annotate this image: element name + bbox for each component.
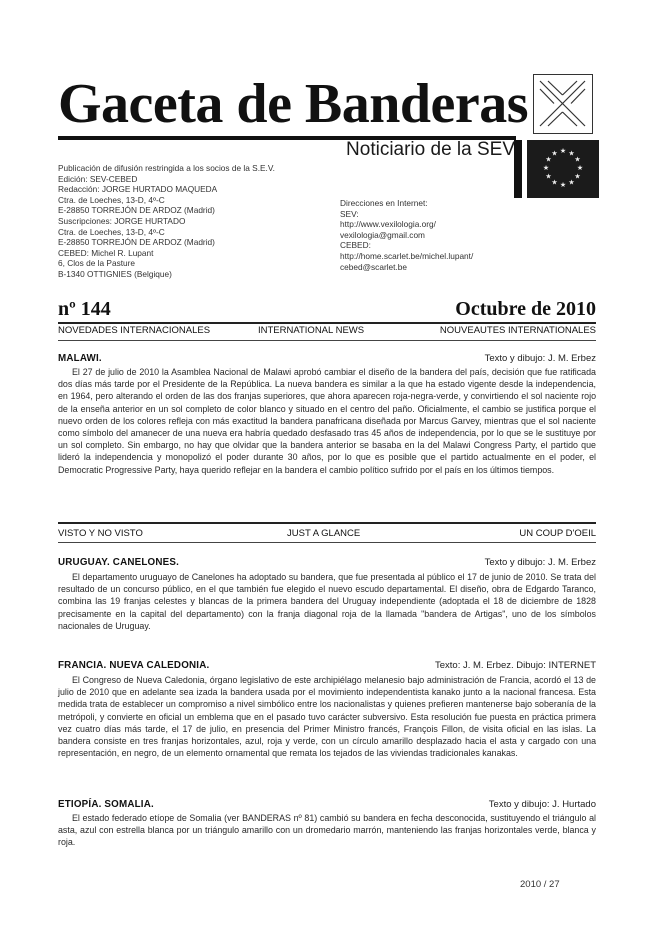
article-header xyxy=(58,557,596,571)
issue-row xyxy=(58,298,596,322)
section-title-en: INTERNATIONAL NEWS xyxy=(258,325,365,336)
svg-text:★: ★ xyxy=(542,164,550,172)
svg-text:★: ★ xyxy=(551,149,558,158)
address-line: Direcciones en Internet: xyxy=(340,198,428,208)
divider xyxy=(58,340,596,341)
svg-text:★: ★ xyxy=(576,164,584,172)
masthead-subtitle: Noticiario de la SEV xyxy=(346,139,515,160)
article-credit: Texto y dibujo: J. M. Erbez xyxy=(484,353,596,364)
publication-line: Ctra. de Loeches, 13-D, 4º-C xyxy=(58,226,165,237)
article-header xyxy=(58,799,596,813)
divider xyxy=(58,322,596,324)
section-title-en: JUST A GLANCE xyxy=(287,528,361,539)
publication-info xyxy=(58,163,275,280)
article-header xyxy=(58,660,596,674)
article-heading: MALAWI. xyxy=(58,353,102,364)
publication-line: Edición: SEV-CEBED xyxy=(58,173,138,184)
issue-date: Octubre de 2010 xyxy=(455,298,596,320)
svg-text:★: ★ xyxy=(545,155,552,164)
publication-line: Suscripciones: JORGE HURTADO xyxy=(58,215,186,226)
article-heading: ETIOPÍA. SOMALIA. xyxy=(58,799,154,810)
publication-line: E-28850 TORREJÓN DE ARDOZ (Madrid) xyxy=(58,237,215,248)
svg-text:★: ★ xyxy=(545,172,552,181)
article-credit: Texto y dibujo: J. M. Erbez xyxy=(484,557,596,568)
svg-text:★: ★ xyxy=(559,147,567,155)
publication-line: Ctra. de Loeches, 13-D, 4º-C xyxy=(58,194,165,205)
article-body: El Congreso de Nueva Caledonia, órgano legislativo de este archipiélago melanesio bajo administración de Francia, acordó el 13 de julio de 2010 que en adelante sea izada la bandera usada por el movimiento independentista kanako junto a la nacional francesa. Esta medida trata de establecer un compromiso a nivel simbólico entre los nacionalistas y quienes prefieren mantenerse bajo soberanía de la metrópoli, y convierte en oficial un emblema que en el pasado tuvo carácter subversivo. Esta resolución fue puesta en práctica primera vez cuatro días más tarde, el 17 de julio, en presencia del Primer Ministro francés, François Fillon, de visita oficial en las islas. La bandera consiste en tres franjas horizontales, azul, roja y verde, con un círculo amarillo desplazado hacia el asta y cargado con una representación, en negro, de un elemento ornamental que remata los tejados de las viviendas tradicionales kanakas. xyxy=(58,675,596,759)
address-link[interactable]: http://www.vexilologia.org/ xyxy=(340,219,436,230)
eu-flag-icon xyxy=(527,140,599,198)
article-header xyxy=(58,353,596,367)
article-body: El 27 de julio de 2010 la Asamblea Nacional de Malawi aprobó cambiar el diseño de la bandera del país, decisión que fue ratificada dos días más tarde por el Presidente de la República. La nueva bandera es similar a la que ha estado vigente desde la independencia, en 1964, pero alterando el orden de las dos franjas superiores, que ahora aparecen roja-negra-verde, y convirtiendo el sol naciente rojo de la enseña anterior en un sol completo de color blanco y situado en el centro del paño. Oficialmente, el cambio se justifica porque el nuevo orden de los colores refleja con más exactitud la bandera panafricana diseñada por Marcus Garvey, mientras que el sol naciente como símbolo del amanecer de una nueva era habría quedado desfasado tras 45 años de independencia, por lo que se le sustituye por un sol completo. Sin embargo, no hay que olvidar que la bandera anterior se basaba en la del Malawi Congress Party, el partido que lideró la independencia y monopolizó el poder durante 30 años, por lo que es posible que el partido actualmente en el poder, el Democratic Progressive Party, haya querido reflejar en la bandera el cambio político sufrido por el país en los últimos tiempos. xyxy=(58,367,596,475)
svg-text:★: ★ xyxy=(551,178,558,187)
publication-line: 6, Clos de la Pasture xyxy=(58,258,136,269)
publication-line: E-28850 TORREJÓN DE ARDOZ (Madrid) xyxy=(58,205,215,216)
svg-text:★: ★ xyxy=(574,172,581,181)
article-credit: Texto y dibujo: J. Hurtado xyxy=(488,799,596,810)
section-title-es: NOVEDADES INTERNACIONALES xyxy=(58,325,211,336)
article-credit: Texto: J. M. Erbez. Dibujo: INTERNET xyxy=(434,660,596,671)
address-email[interactable]: vexilologia@gmail.com xyxy=(340,229,425,240)
publication-line: CEBED: Michel R. Lupant xyxy=(58,247,154,258)
article-body: El departamento uruguayo de Canelones ha adoptado su bandera, que fue presentada al público el 17 de junio de 2010. Se trata del resultado de un concurso público, en el que también fue elegido el nuevo escudo departamental. El diseño, obra de Edgardo Taranco, combina las 19 franjas celestes y blancas de la primera bandera del Uruguay independiente (adoptada el 18 de diciembre de 1828 precisamente en la capital del departamento) con la franja diagonal roja de la llamada "bandera de Artigas", uno de los símbolos nacionales de Uruguay. xyxy=(58,572,596,631)
svg-text:★: ★ xyxy=(568,178,575,187)
svg-text:★: ★ xyxy=(568,149,575,158)
address-line: SEV: xyxy=(340,208,359,219)
address-line: CEBED: xyxy=(340,240,371,251)
article-heading: URUGUAY. CANELONES. xyxy=(58,557,180,568)
publication-line: Publicación de difusión restringida a los socios de la S.E.V. xyxy=(58,163,275,173)
internet-addresses xyxy=(340,198,473,272)
section-titles xyxy=(58,528,596,542)
issue-number: nº 144 xyxy=(58,298,111,320)
publication-line: B-1340 OTTIGNIES (Belgique) xyxy=(58,268,172,279)
address-link[interactable]: http://home.scarlet.be/michel.lupant/ xyxy=(340,250,474,261)
section-title-fr: UN COUP D'OEIL xyxy=(519,528,596,539)
section-titles xyxy=(58,325,596,339)
sev-logo-icon xyxy=(533,74,593,134)
masthead-title: Gaceta de Banderas xyxy=(58,73,529,135)
svg-text:★: ★ xyxy=(574,155,581,164)
address-email[interactable]: cebed@scarlet.be xyxy=(340,261,407,272)
divider xyxy=(58,522,596,524)
publication-line: Redacción: JORGE HURTADO MAQUEDA xyxy=(58,184,218,195)
flag-bar xyxy=(514,140,522,198)
divider xyxy=(58,542,596,543)
section-title-fr: NOUVEAUTES INTERNATIONALES xyxy=(439,325,596,336)
page-number: 2010 / 27 xyxy=(520,879,560,890)
section-title-es: VISTO Y NO VISTO xyxy=(58,528,143,539)
svg-text:★: ★ xyxy=(559,181,567,189)
article-body: El estado federado etíope de Somalia (ver BANDERAS nº 81) cambió su bandera en fecha desconocida, sustituyendo el triángulo al asta, azul con estrella blanca por un triángulo amarillo con un dromedario marrón, manteniendo las franjas horizontales verde, blanca y roja. xyxy=(58,813,596,848)
article-heading: FRANCIA. NUEVA CALEDONIA. xyxy=(58,660,210,671)
